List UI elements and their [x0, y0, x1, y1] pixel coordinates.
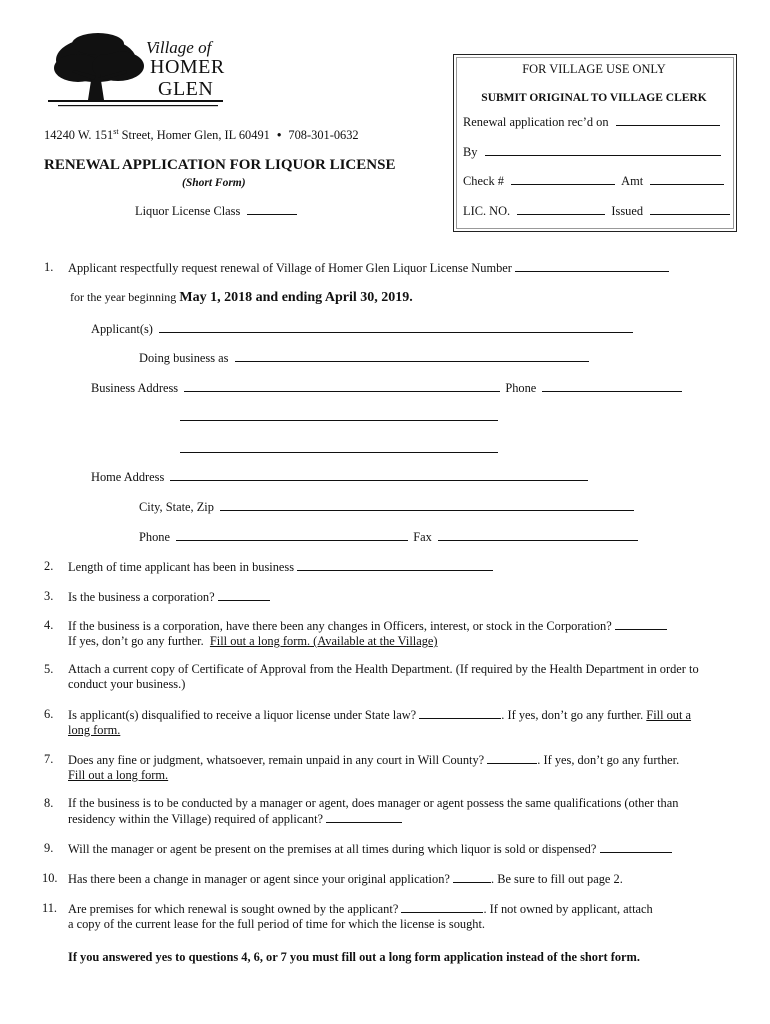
question-number: 9. [44, 841, 54, 855]
business-address-line-3[interactable] [180, 452, 498, 453]
question-5 [44, 662, 724, 694]
received-label: Renewal application rec’d on [463, 115, 609, 129]
question-number: 6. [44, 707, 54, 721]
home-address-row [91, 469, 588, 485]
lic-no-label: LIC. NO. [463, 204, 511, 218]
amt-field[interactable] [650, 173, 724, 185]
business-address-label: Business Address [91, 381, 179, 395]
question-text-cont: a copy of the current lease for the full period of time for which the license is sought. [68, 917, 486, 931]
long-form-instruction: Fill out a long form. (Available at the Village) [209, 634, 438, 648]
premises-owned-field[interactable] [401, 901, 483, 913]
home-phone-field[interactable] [176, 529, 408, 541]
question-text: Length of time applicant has been in business [68, 560, 295, 574]
manager-change-field[interactable] [453, 871, 491, 883]
long-form-instruction-cont: long form. [68, 723, 121, 737]
city-state-zip-label: City, State, Zip [139, 500, 214, 514]
question-note: . Be sure to fill out page 2. [491, 872, 623, 886]
bullet-separator: • [276, 128, 282, 143]
question-11 [44, 901, 724, 933]
manager-qualifications-field[interactable] [326, 811, 402, 823]
license-class-field[interactable] [247, 203, 297, 215]
by-label: By [463, 145, 478, 159]
applicants-row [91, 321, 633, 337]
village-use-header: FOR VILLAGE USE ONLY [522, 62, 666, 76]
license-year-row [70, 290, 413, 306]
village-phone: 708-301-0632 [288, 128, 359, 143]
question-text: Has there been a change in manager or agent since your original application? [68, 872, 450, 886]
address-sup: st [113, 127, 119, 136]
business-address-field[interactable] [184, 380, 500, 392]
question-text: Will the manager or agent be present on the premises at all times during which liquor is sold or dispensed? [68, 842, 597, 856]
question-number: 1. [44, 260, 54, 274]
issued-label: Issued [611, 204, 644, 218]
license-number-field[interactable] [515, 260, 669, 272]
question-note: . If yes, don’t go any further. [537, 753, 680, 767]
form-subtitle: (Short Form) [182, 177, 246, 189]
check-field[interactable] [511, 173, 615, 185]
long-form-warning: If you answered yes to questions 4, 6, or 7 you must fill out a long form application instead of the short form. [68, 950, 640, 964]
question-6 [44, 707, 724, 739]
business-phone-label: Phone [505, 381, 537, 395]
village-address [44, 127, 359, 143]
submit-to-clerk: SUBMIT ORIGINAL TO VILLAGE CLERK [481, 92, 707, 104]
question-number: 8. [44, 796, 54, 810]
check-row [463, 173, 724, 189]
received-field[interactable] [616, 114, 720, 126]
received-row [463, 114, 720, 130]
license-class-row [135, 203, 297, 219]
city-state-zip-row [139, 499, 634, 515]
long-form-instruction: Fill out a [646, 708, 692, 722]
dba-label: Doing business as [139, 351, 229, 365]
dba-row [139, 350, 589, 366]
form-title: RENEWAL APPLICATION FOR LIQUOR LICENSE [44, 157, 396, 173]
business-address-line-2[interactable] [180, 420, 498, 421]
fax-label: Fax [413, 530, 432, 544]
question-text: If the business is a corporation, have there been any changes in Officers, interest, or stock in the Corporation? [68, 619, 612, 633]
corporation-changes-field[interactable] [615, 618, 667, 630]
lic-no-field[interactable] [517, 203, 605, 215]
question-note: If yes, don’t go any further. [68, 634, 204, 648]
amt-label: Amt [621, 174, 644, 188]
question-text: If the business is to be conducted by a manager or agent, does manager or agent possess the same qualifications (other than [68, 796, 679, 810]
home-phone-label: Phone [139, 530, 170, 544]
disqualified-field[interactable] [419, 707, 501, 719]
question-text: Is the business a corporation? [68, 590, 215, 604]
question-number: 4. [44, 618, 54, 632]
unpaid-fine-field[interactable] [487, 752, 537, 764]
question-note: . If not owned by applicant, attach [483, 902, 653, 916]
question-note: . If yes, don’t go any further. [501, 708, 644, 722]
applicants-field[interactable] [159, 321, 633, 333]
question-text: Attach a current copy of Certificate of Approval from the Health Department. (If required by the Health Department in order to [68, 662, 699, 676]
question-number: 3. [44, 589, 54, 603]
by-field[interactable] [485, 144, 721, 156]
dba-field[interactable] [235, 350, 589, 362]
address-city: Street, Homer Glen, IL 60491 [118, 128, 270, 143]
logo-village-text: Village of [146, 38, 212, 57]
question-text: Is applicant(s) disqualified to receive a liquor license under State law? [68, 708, 417, 722]
address-street: 14240 W. 151 [44, 128, 114, 143]
question-text-cont: residency within the Village) required of applicant? [68, 812, 324, 826]
year-prefix: for the year beginning [70, 290, 177, 304]
home-address-label: Home Address [91, 470, 165, 484]
question-number: 2. [44, 559, 54, 573]
question-8 [44, 796, 724, 828]
license-period: May 1, 2018 and ending April 30, 2019. [179, 290, 413, 305]
question-text: Applicant respectfully request renewal of Village of Homer Glen Liquor License Number [68, 261, 512, 275]
home-phone-row [139, 529, 638, 545]
question-text-cont: conduct your business.) [68, 677, 186, 691]
fax-field[interactable] [438, 529, 638, 541]
logo-glen-text: GLEN [158, 78, 214, 100]
lic-row [463, 203, 730, 219]
long-form-instruction: Fill out a long form. [68, 768, 169, 782]
applicants-label: Applicant(s) [91, 322, 153, 336]
business-phone-field[interactable] [542, 380, 682, 392]
logo-homer-text: HOMER [150, 56, 225, 78]
issued-field[interactable] [650, 203, 730, 215]
city-state-zip-field[interactable] [220, 499, 634, 511]
business-address-row [91, 380, 682, 396]
manager-present-field[interactable] [600, 841, 672, 853]
license-class-label: Liquor License Class [135, 204, 241, 218]
by-row [463, 144, 721, 160]
question-number: 11. [42, 901, 58, 915]
corporation-field[interactable] [218, 589, 270, 601]
home-address-field[interactable] [170, 469, 588, 481]
question-number: 10. [42, 871, 58, 885]
question-number: 7. [44, 752, 54, 766]
time-in-business-field[interactable] [297, 559, 493, 571]
question-4 [44, 618, 724, 650]
question-text: Does any fine or judgment, whatsoever, remain unpaid in any court in Will County? [68, 753, 485, 767]
question-text: Are premises for which renewal is sought owned by the applicant? [68, 902, 399, 916]
check-label: Check # [463, 174, 504, 188]
question-7 [44, 752, 724, 784]
question-number: 5. [44, 662, 54, 676]
